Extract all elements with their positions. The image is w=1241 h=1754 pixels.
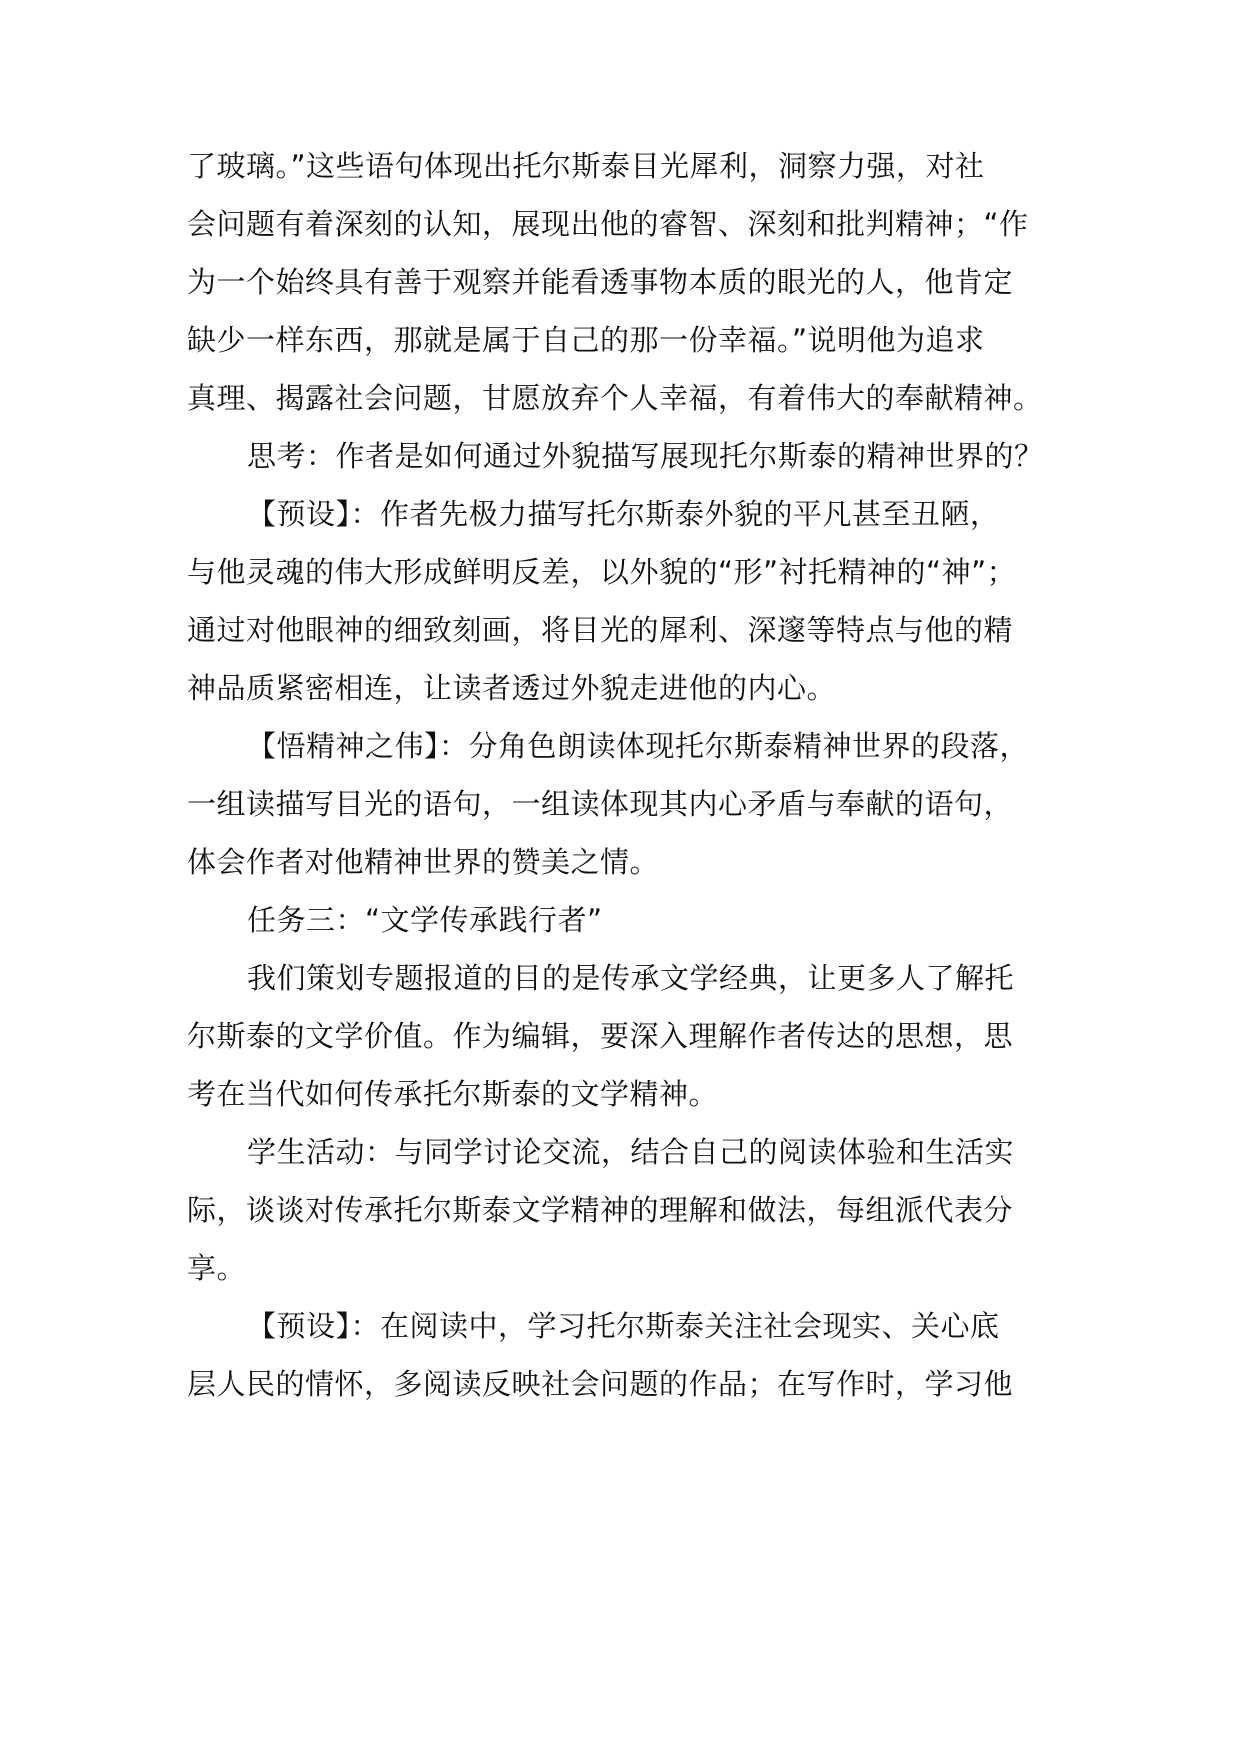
text-line: 层人民的情怀，多阅读反映社会问题的作品；在写作时，学习他 [187, 1367, 1014, 1401]
text-line: 尔斯泰的文学价值。作为编辑，要深入理解作者传达的思想，思 [187, 1019, 1014, 1053]
text-line: 体会作者对他精神世界的赞美之情。 [187, 845, 660, 879]
text-line: 通过对他眼神的细致刻画，将目光的犀利、深邃等特点与他的精 [187, 613, 1014, 647]
text-line: 享。 [187, 1251, 247, 1285]
text-line: 一组读描写目光的语句，一组读体现其内心矛盾与奉献的语句， [187, 787, 1014, 821]
text-line: 【预设】：作者先极力描写托尔斯泰外貌的平凡甚至丑陋， [247, 497, 1000, 531]
text-line: 了玻璃。”这些语句体现出托尔斯泰目光犀利，洞察力强，对社 [187, 149, 985, 183]
text-line: 与他灵魂的伟大形成鲜明反差，以外貌的“形”衬托精神的“神”； [187, 555, 1017, 589]
text-line: 神品质紧密相连，让读者透过外貌走进他的内心。 [187, 671, 837, 705]
text-line: 学生活动：与同学讨论交流，结合自己的阅读体验和生活实 [247, 1135, 1015, 1169]
text-line: 任务三：“文学传承践行者” [247, 903, 603, 937]
text-line: 真理、揭露社会问题，甘愿放弃个人幸福，有着伟大的奉献精神。 [187, 381, 1043, 415]
text-line: 【预设】：在阅读中，学习托尔斯泰关注社会现实、关心底 [247, 1309, 1000, 1343]
text-line: 【悟精神之伟】：分角色朗读体现托尔斯泰精神世界的段落， [247, 729, 1030, 763]
text-line: 际，谈谈对传承托尔斯泰文学精神的理解和做法，每组派代表分 [187, 1193, 1014, 1227]
text-line: 缺少一样东西，那就是属于自己的那一份幸福。”说明他为追求 [187, 323, 985, 357]
text-line: 为一个始终具有善于观察并能看透事物本质的眼光的人，他肯定 [187, 265, 1014, 299]
text-line: 考在当代如何传承托尔斯泰的文学精神。 [187, 1077, 719, 1111]
text-line: 思考：作者是如何通过外貌描写展现托尔斯泰的精神世界的？ [247, 439, 1044, 473]
text-line: 会问题有着深刻的认知，展现出他的睿智、深刻和批判精神；“作 [187, 207, 1029, 241]
text-line: 我们策划专题报道的目的是传承文学经典，让更多人了解托 [247, 961, 1015, 995]
